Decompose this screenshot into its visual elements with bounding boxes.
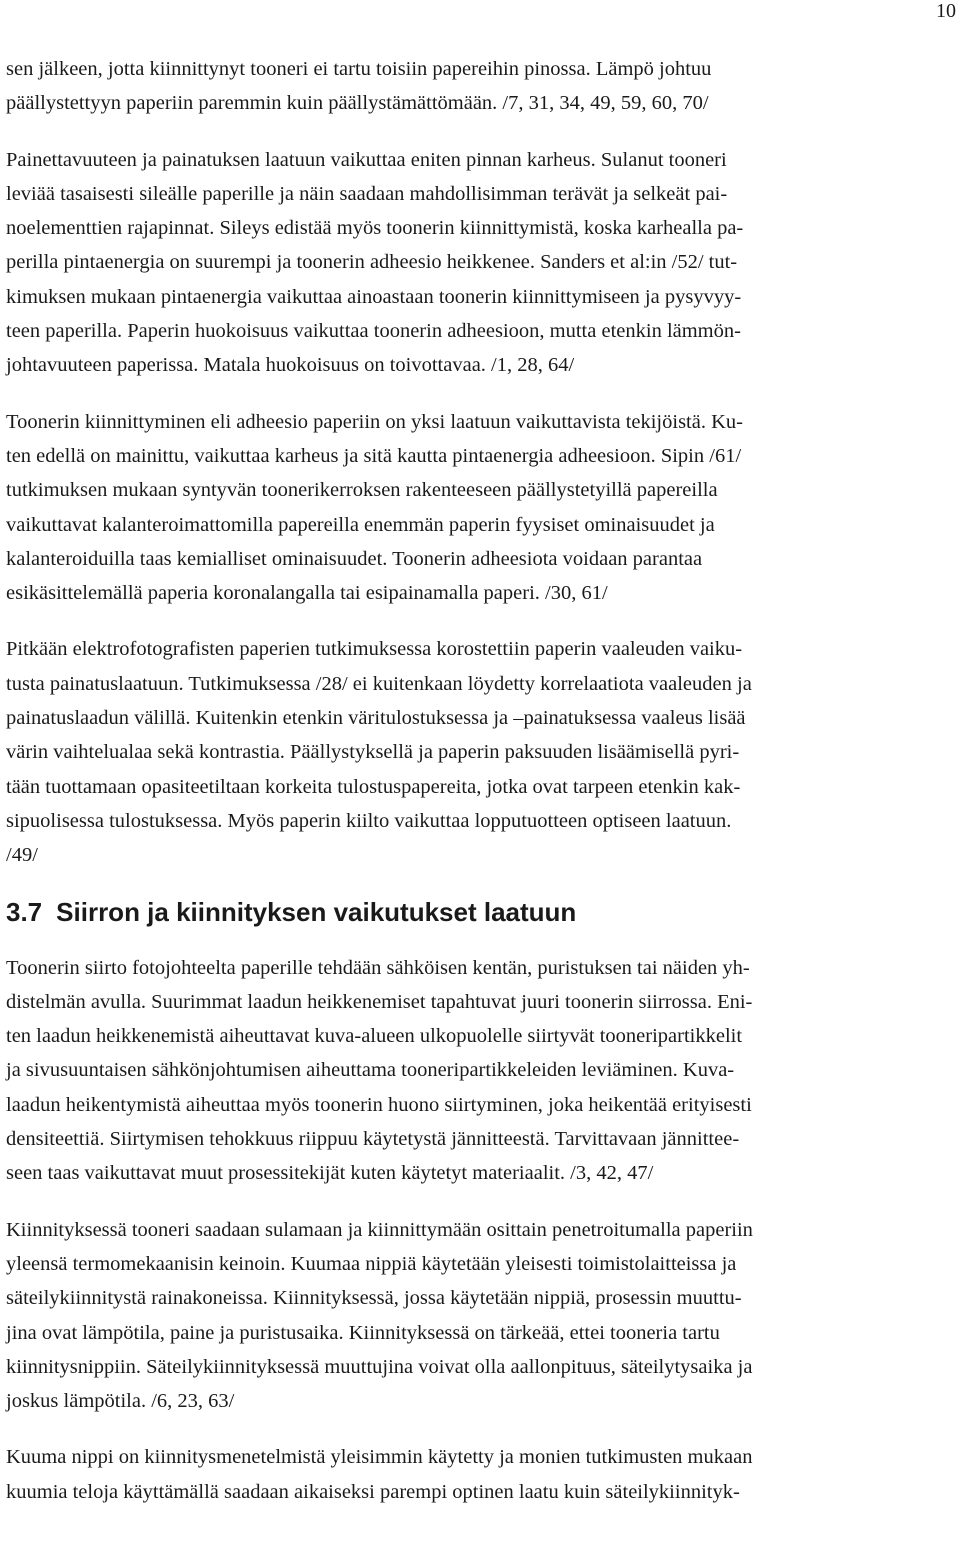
text-line: ten laadun heikkenemistä aiheuttavat kuva-alueen ulkopuolelle siirtyvät tooneripartikkelit [6, 1025, 743, 1048]
text-line: noelementtien rajapinnat. Sileys edistää myös toonerin kiinnittymistä, koska karhealla pa- [6, 217, 744, 240]
text-line: distelmän avulla. Suurimmat laadun heikkenemiset tapahtuvat juuri toonerin siirrossa. Eni- [6, 990, 753, 1013]
text-line: Painettavuuteen ja painatuksen laatuun vaikuttaa eniten pinnan karheus. Sulanut tooneri [6, 148, 727, 171]
paragraph-toner-adhesion [6, 405, 954, 611]
text-line: säteilykiinnitystä rainakoneissa. Kiinnityksessä, jossa käytetään nippiä, prosessin muuttu- [6, 1287, 742, 1310]
paragraph-fixing [6, 1213, 954, 1419]
text-line: densiteettiä. Siirtymisen tehokkuus riippuu käytetystä jännitteestä. Tarvittavaan jännittee- [6, 1128, 740, 1151]
text-line: tutkimuksen mukaan syntyvän toonerikerroksen rakenteeseen päällystetyillä papereilla [6, 479, 718, 502]
text-line: leviää tasaisesti sileälle paperille ja näin saadaan mahdollisimman terävät ja selkeät pai- [6, 182, 728, 205]
text-line: painatuslaadun välillä. Kuitenkin etenkin väritulostuksessa ja –painatuksessa vaaleus lisää [6, 707, 746, 730]
text-line: kalanteroiduilla taas kemialliset ominaisuudet. Toonerin adheesiota voidaan parantaa [6, 547, 703, 570]
paragraph-surface-roughness [6, 143, 954, 383]
text-line: jina ovat lämpötila, paine ja puristusaika. Kiinnityksessä on tärkeää, ettei tooneria tartu [6, 1321, 720, 1344]
section-number: 3.7 [6, 896, 43, 927]
text-line: värin vaihtelualaa sekä kontrastia. Päällystyksellä ja paperin paksuuden lisäämisellä pyri- [6, 741, 740, 764]
text-line: joskus lämpötila. /6, 23, 63/ [6, 1390, 235, 1413]
text-line: Toonerin kiinnittyminen eli adheesio paperiin on yksi laatuun vaikuttavista tekijöistä. Ku- [6, 410, 743, 433]
text-line: ja sivusuuntaisen sähkönjohtumisen aiheuttama tooneripartikkeleiden leviäminen. Kuva- [6, 1059, 735, 1082]
text-line: tusta painatuslaatuun. Tutkimuksessa /28/ ei kuitenkaan löydetty korrelaatiota vaaleuden ja [6, 672, 752, 695]
text-line: seen taas vaikuttavat muut prosessitekijät kuten käytetyt materiaalit. /3, 42, 47/ [6, 1162, 654, 1185]
text-line: yleensä termomekaanisin keinoin. Kuumaa nippiä käytetään yleisesti toimistolaitteissa ja [6, 1252, 737, 1275]
text-line: vaikuttavat kalanteroimattomilla papereilla enemmän paperin fyysiset ominaisuudet ja [6, 513, 715, 536]
text-line: johtavuuteen paperissa. Matala huokoisuus on toivottavaa. /1, 28, 64/ [6, 354, 575, 377]
page-number: 10 [936, 0, 956, 22]
text-line: sen jälkeen, jotta kiinnittynyt tooneri ei tartu toisiin papereihin pinossa. Lämpö johtuu [6, 58, 712, 80]
text-line: Toonerin siirto fotojohteelta paperille tehdään sähköisen kentän, puristuksen tai näiden yh- [6, 956, 750, 979]
text-line: laadun heikentymistä aiheuttaa myös toonerin huono siirtyminen, joka heikentää erityisesti [6, 1093, 752, 1116]
document-body [6, 52, 954, 1509]
section-title: Siirron ja kiinnityksen vaikutukset laatuun [56, 896, 577, 927]
text-line: päällystettyyn paperiin paremmin kuin päällystämättömään. /7, 31, 34, 49, 59, 60, 70/ [6, 92, 709, 115]
text-line: /49/ [6, 844, 38, 867]
text-line: kiinnitysnippiin. Säteilykiinnityksessä muuttujina voivat olla aallonpituus, säteilytysaika ja [6, 1355, 753, 1378]
paragraph-paper-brightness [6, 632, 954, 872]
text-line: Pitkään elektrofotografisten paperien tutkimuksessa korostettiin paperin vaaleuden vaiku- [6, 638, 743, 661]
section-heading [6, 889, 954, 935]
text-line: kuumia teloja käyttämällä saadaan aikaiseksi parempi optinen laatu kuin säteilykiinnityk- [6, 1480, 740, 1503]
paragraph-fusing-cooling [6, 52, 954, 121]
text-line: kimuksen mukaan pintaenergia vaikuttaa ainoastaan toonerin kiinnittymiseen ja pysyvyy- [6, 285, 742, 308]
paragraph-toner-transfer [6, 951, 954, 1191]
paragraph-hot-nip [6, 1440, 954, 1509]
text-line: teen paperilla. Paperin huokoisuus vaikuttaa toonerin adheesioon, mutta etenkin lämmön- [6, 320, 741, 343]
text-line: Kiinnityksessä tooneri saadaan sulamaan ja kiinnittymään osittain penetroitumalla paperiin [6, 1218, 753, 1241]
text-line: tään tuottamaan opasiteetiltaan korkeita tulostuspapereita, jotka ovat tarpeen etenkin kak- [6, 775, 741, 798]
text-line: ten edellä on mainittu, vaikuttaa karheus ja sitä kautta pintaenergia adheesioon. Sipin /61/ [6, 444, 742, 467]
text-line: Kuuma nippi on kiinnitysmenetelmistä yleisimmin käytetty ja monien tutkimusten mukaan [6, 1446, 753, 1469]
text-line: sipuolisessa tulostuksessa. Myös paperin kiilto vaikuttaa lopputuotteen optiseen laatuun. [6, 809, 732, 832]
text-line: perilla pintaenergia on suurempi ja toonerin adheesio heikkenee. Sanders et al:in /52/ tut- [6, 251, 738, 274]
text-line: esikäsittelemällä paperia koronalangalla tai esipainamalla paperi. /30, 61/ [6, 582, 608, 605]
